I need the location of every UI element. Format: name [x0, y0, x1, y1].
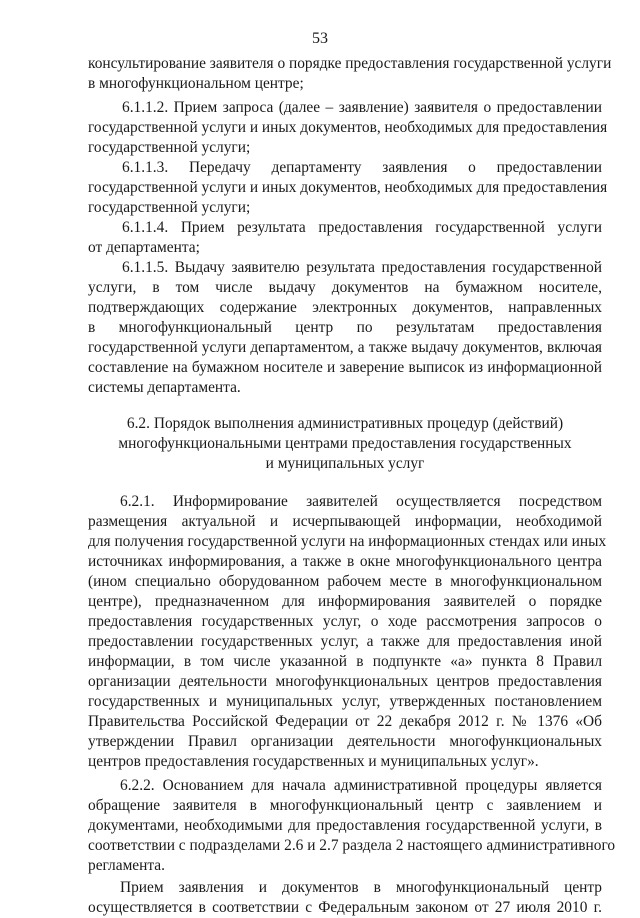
text-line: документами, необходимыми для предоставления государственной услуги, в [88, 817, 602, 834]
text-line: государственной услуги; [88, 139, 251, 156]
text-line: государственной услуги; [88, 199, 251, 216]
text-line: 6.2.2. Основанием для начала административной процедуры является [120, 777, 602, 794]
text-line: осуществляется в соответствии с Федеральным законом от 27 июля 2010 г. [88, 899, 602, 916]
text-line: от департамента; [88, 239, 200, 256]
text-line: консультирование заявителя о порядке предоставления государственной услуги [88, 55, 612, 72]
text-line: подтверждающих содержание электронных документов, направленных [88, 299, 602, 316]
section-heading: и муниципальных услуг [265, 455, 425, 472]
text-line: центров предоставления государственных и муниципальных услуг». [88, 753, 539, 770]
text-line: государственной услуги и иных документов, необходимых для предоставления [88, 119, 608, 136]
text-line: системы департамента. [88, 379, 241, 396]
text-line: Правительства Российской Федерации от 22 декабря 2012 г. № 1376 «Об [88, 713, 602, 730]
text-line: 6.1.1.5. Выдачу заявителю результата предоставления государственной [122, 259, 602, 276]
text-line: утверждении Правил организации деятельности многофункциональных [88, 733, 602, 750]
text-line: Прием заявления и документов в многофункциональный центр [120, 879, 602, 896]
text-line: обращение заявителя в многофункциональный центр с заявлением и [88, 797, 602, 814]
text-line: составление на бумажном носителе и заверение выписок из информационной [88, 359, 602, 376]
text-line: в многофункциональном центре; [88, 75, 304, 92]
text-line: центре), предназначенном для информирования заявителей о порядке [88, 593, 602, 610]
section-heading: 6.2. Порядок выполнения административных процедур (действий) [126, 415, 564, 432]
text-line: регламента. [88, 857, 165, 874]
text-line: размещения актуальной и исчерпывающей информации, необходимой [88, 513, 602, 530]
text-line: государственных и муниципальных услуг, утвержденных постановлением [88, 693, 602, 710]
text-line: государственной услуги департаментом, а также выдачу документов, включая [88, 339, 602, 356]
text-line: соответствии с подразделами 2.6 и 2.7 раздела 2 настоящего административного [88, 837, 616, 854]
text-line: 6.1.1.2. Прием запроса (далее – заявление) заявителя о предоставлении [122, 99, 602, 116]
text-line: (ином специально оборудованном рабочем месте в многофункциональном [88, 573, 602, 590]
text-line: организации деятельности многофункциональных центров предоставления [88, 673, 602, 690]
text-line: государственной услуги и иных документов, необходимых для предоставления [88, 179, 608, 196]
text-line: 6.1.1.3. Передачу департаменту заявления о предоставлении [122, 159, 602, 176]
text-line: предоставления государственных услуг, о ходе рассмотрения запросов о [88, 613, 602, 630]
text-line: для получения государственной услуги на информационных стендах или иных [88, 533, 607, 550]
text-line: предоставлении государственных услуг, а также для предоставления иной [88, 633, 602, 650]
text-line: 6.2.1. Информирование заявителей осуществляется посредством [120, 493, 602, 510]
page-number: 53 [312, 30, 328, 47]
text-line: в многофункциональный центр по результатам предоставления [88, 319, 602, 336]
section-heading: многофункциональными центрами предоставления государственных [118, 435, 572, 452]
text-line: информации, в том числе указанной в подпункте «а» пункта 8 Правил [88, 653, 602, 670]
text-line: 6.1.1.4. Прием результата предоставления государственной услуги [122, 219, 602, 236]
text-line: услуги, в том числе выдачу документов на бумажном носителе, [88, 279, 602, 296]
text-line: источниках информирования, а также в окне многофункционального центра [88, 553, 602, 570]
